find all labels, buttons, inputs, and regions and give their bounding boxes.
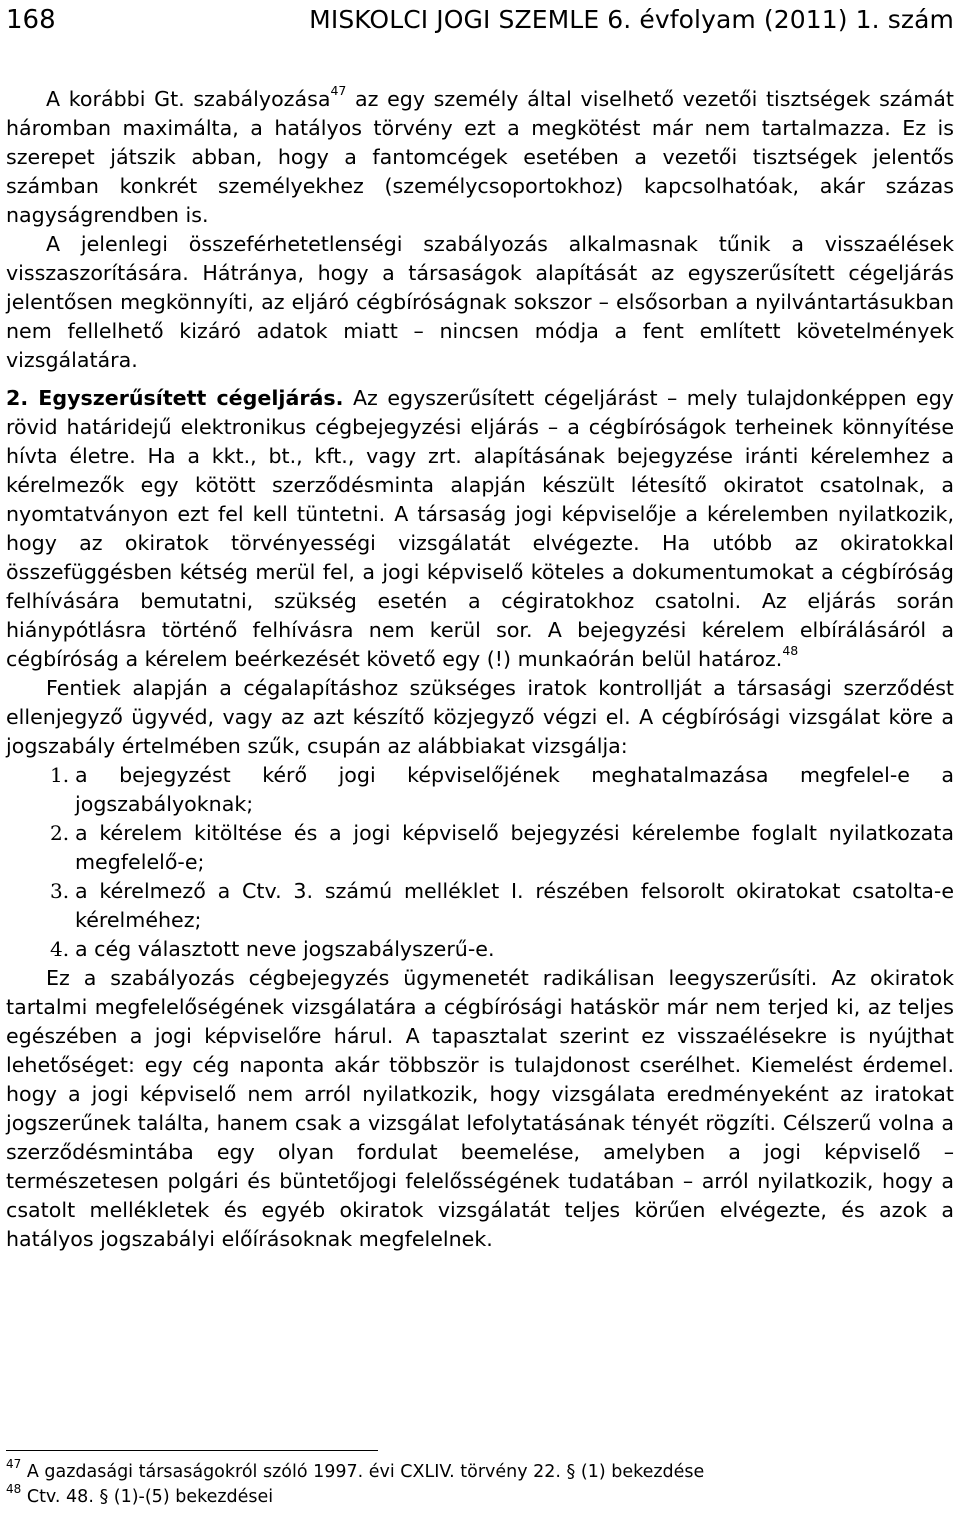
section-heading: 2. Egyszerűsített cégeljárás. [6, 386, 344, 410]
footnote-number: 48 [6, 1481, 22, 1496]
list-item-text: a kérelmező a Ctv. 3. számú melléklet I. részében felsorolt okiratokat csatolta-e kérelméhez; [75, 879, 954, 932]
paragraph-2: A jelenlegi összeférhetetlenségi szabályozás alkalmasnak tűnik a visszaélések visszaszorítására. Hátránya, hogy a társaságok alapítását az egyszerűsített cégeljárás jelentősen megkönnyíti, az eljáró cégbíróságnak sokszor – elsősorban a nyilvántartásukban nem fellelhető kizáró adatok miatt – nincsen módja a fent említett követelmények vizsgálatára. [6, 232, 954, 372]
footnote-text: A gazdasági társaságokról szóló 1997. évi CXLIV. törvény 22. § (1) bekezdése [21, 1462, 705, 1482]
list-item-text: a cég választott neve jogszabályszerű-e. [75, 937, 495, 961]
list-item-number: 1. [50, 763, 70, 787]
paragraph-1-text-a: A korábbi Gt. szabályozása [46, 87, 331, 111]
list-item-text: a bejegyzést kérő jogi képviselőjének meghatalmazása megfelel-e a jogszabályoknak; [75, 763, 954, 816]
list-item-number: 3. [50, 879, 70, 903]
list-item [6, 877, 954, 935]
numbered-list [6, 761, 954, 964]
paragraph-5: Ez a szabályozás cégbejegyzés ügymenetét radikálisan leegyszerűsíti. Az okiratok tartalmi megfelelőségének vizsgálatára a cégbírósági hatáskör már nem terjed ki, az teljes egészében a jogi képviselőre hárul. A tapasztalat szerint ez visszaélésekre is nyújthat lehetőséget: egy cég naponta akár többször is tulajdonost cserélhet. Kiemelést érdemel. hogy a jogi képviselő nem arról nyilatkozik, hogy vizsgálata eredményeként az iratokat jogszerűnek találta, hanem csak a vizsgálat lefolytatásának tényét rögzíti. Célszerű volna a szerződésmintába egy olyan fordulat beemelése, amelyben a jogi képviselő – természetesen polgári és büntetőjogi felelősségének tudatában – arról nyilatkozik, hogy a csatolt mellékletek és egyéb okiratok vizsgálatát teljes körűen elvégezte, és azok a hatályos jogszabályi előírásoknak megfelelnek. [6, 966, 954, 1251]
list-item-number: 2. [50, 821, 70, 845]
footnote-ref-48: 48 [782, 643, 799, 659]
paragraph-3 [6, 384, 954, 674]
paragraph-1-text-b: az egy személy által viselhető vezetői tisztségek számát háromban maximálta, a hatályos törvény ezt a megkötést már nem tartalmazza. Ez is szerepet játszik abban, hogy a fantomcégek esetében a vezetői tisztségek jelentős számban konkrét személyekhez (személycsoportokhoz) kapcsolhatóak, akár százas nagyságrendben is. [6, 87, 954, 227]
paragraph-4: Fentiek alapján a cégalapításhoz szükséges iratok kontrollját a társasági szerződést ellenjegyző ügyvéd, vagy az azt készítő közjegyző végzi el. A cégbírósági vizsgálat köre a jogszabály értelmében szűk, csupán az alábbiakat vizsgálja: [6, 676, 954, 758]
footnotes [6, 1457, 954, 1509]
paragraph-1 [6, 85, 954, 230]
list-item-text: a kérelem kitöltése és a jogi képviselő bejegyzési kérelembe foglalt nyilatkozata megfelelő-e; [75, 821, 954, 874]
list-item [6, 819, 954, 877]
journal-title: MISKOLCI JOGI SZEMLE 6. évfolyam (2011) 1. szám [309, 5, 954, 34]
body-text [6, 85, 954, 1254]
list-item-number: 4. [50, 937, 70, 961]
footnote-text: Ctv. 48. § (1)-(5) bekezdései [21, 1486, 274, 1507]
footnote-divider [6, 1450, 378, 1451]
footnote-number: 47 [6, 1457, 22, 1472]
footnote-47 [6, 1457, 954, 1485]
footnote-48 [6, 1481, 954, 1510]
footnote-ref-47: 47 [330, 83, 347, 99]
list-item [6, 761, 954, 819]
page-number: 168 [6, 5, 56, 35]
list-item [6, 935, 954, 964]
running-header [6, 2, 954, 38]
paragraph-3-text: Az egyszerűsített cégeljárást – mely tulajdonképpen egy rövid határidejű elektronikus cégbejegyzési eljárás – a cégbíróságok terheinek könnyítése hívta életre. Ha a kkt., bt., kft., vagy zrt. alapításának bejegyzése iránti kérelemhez a kérelmezők egy kötött szerződésminta alapján készült létesítő okiratot csatolnak, a nyomtatványon ezt fel kell tüntetni. A társaság jogi képviselője a kérelemben nyilatkozik, hogy az okiratok törvényességi vizsgálatát elvégezte. Ha utóbb az okiratokkal összefüggésben kétség merül fel, a jogi képviselő köteles a dokumentumokat a cégbíróság felhívására bemutatni, szükség esetén a cégiratokhoz csatolni. Az eljárás során hiánypótlásra történő felhívásra nem kerül sor. A bejegyzési kérelem elbírálásáról a cégbíróság a kérelem beérkezését követő egy (!) munkaórán belül határoz. [6, 386, 954, 671]
